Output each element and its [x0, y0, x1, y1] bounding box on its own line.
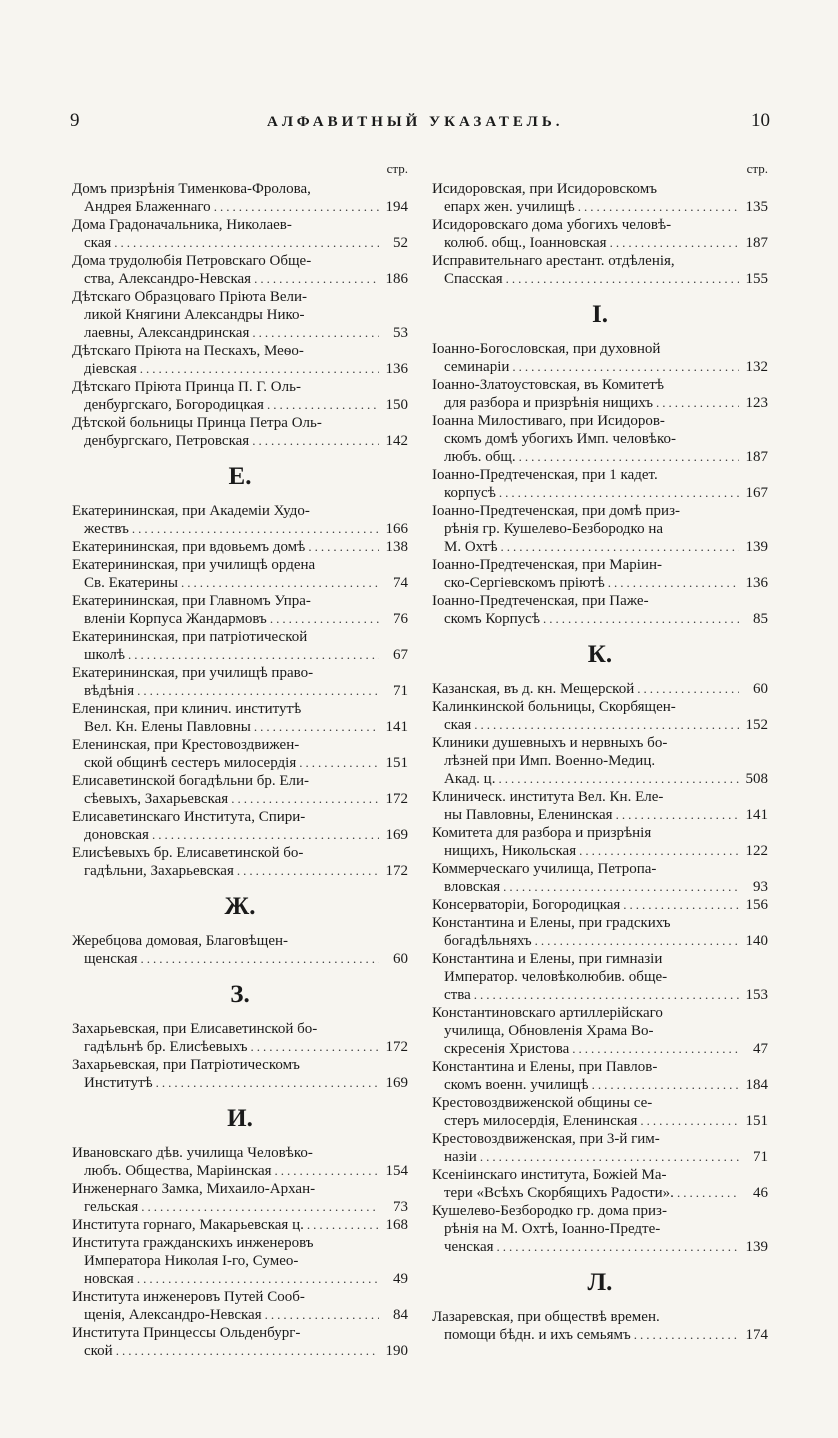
entry-text-line: Дѣтскаго Пріюта Принца П. Г. Оль-	[72, 379, 301, 395]
index-column-left	[72, 160, 408, 1360]
section-letter-heading: И.	[227, 1105, 253, 1132]
entry-text-line: Ксеніинскаго института, Божіей Ма-	[432, 1167, 667, 1183]
index-entry	[432, 502, 768, 556]
entry-text-line: для разбора и призрѣнія нищихъ	[444, 395, 653, 411]
entry-text-line: Казанская, въ д. кн. Мещерской	[432, 681, 635, 697]
index-entry	[432, 860, 768, 896]
entry-page-number: 141	[745, 807, 768, 823]
leader-dots	[132, 520, 379, 538]
entry-page-number: 155	[745, 271, 768, 287]
entry-text-line: скомъ военн. училищѣ	[444, 1077, 589, 1093]
leader-dots	[156, 1074, 379, 1092]
section-letter-heading: Ж.	[224, 893, 256, 920]
entry-page-number: 187	[745, 449, 768, 465]
entry-text-line: Дѣтскаго Образцоваго Пріюта Вели-	[72, 289, 307, 305]
index-entry	[432, 680, 768, 698]
entry-page-number: 151	[385, 755, 408, 771]
index-entry	[432, 252, 768, 288]
entry-text-line: тери «Всѣхъ Скорбящихъ Радости».	[444, 1185, 674, 1201]
leader-dots	[252, 432, 379, 450]
entry-text-line: любъ. Общества, Маріинская	[84, 1163, 272, 1179]
section-letter-heading: Е.	[228, 463, 252, 490]
entry-text-line: стеръ милосердія, Еленинская	[444, 1113, 638, 1129]
entry-text-line: Константина и Елены, при гимназіи	[432, 951, 663, 967]
entry-page-number: 67	[393, 647, 408, 663]
entry-text-line: Елисаветинской богадѣльни бр. Ели-	[72, 773, 310, 789]
entry-text-line: Акад. ц.	[444, 771, 496, 787]
entry-text-line: Исидоровскаго дома убогихъ человѣ-	[432, 217, 672, 233]
index-entry	[72, 538, 408, 556]
leader-dots	[265, 1306, 379, 1324]
index-entry	[72, 556, 408, 592]
index-entry	[72, 1180, 408, 1216]
entry-text-line: новская	[84, 1271, 134, 1287]
leader-dots	[254, 718, 379, 736]
leader-dots	[503, 878, 739, 896]
entry-page-number: 172	[385, 1039, 408, 1055]
entry-page-number: 47	[753, 1041, 768, 1057]
entry-page-number: 136	[385, 361, 408, 377]
entry-page-number: 49	[393, 1271, 408, 1287]
index-entry	[432, 592, 768, 628]
entry-text-line: Константиновскаго артиллерійскаго	[432, 1005, 663, 1021]
entry-page-number: 138	[385, 539, 408, 555]
entry-text-line: ская	[84, 235, 112, 251]
leader-dots	[181, 574, 379, 592]
entry-page-number: 136	[745, 575, 768, 591]
leader-dots	[474, 986, 739, 1004]
index-entry	[72, 628, 408, 664]
entry-text-line: Андрея Блаженнаго	[84, 199, 211, 215]
entry-text-line: Клиники душевныхъ и нервныхъ бо-	[432, 735, 668, 751]
leader-dots	[616, 806, 739, 824]
index-entry	[72, 288, 408, 342]
index-entry	[72, 700, 408, 736]
leader-dots	[497, 1238, 739, 1256]
index-entry	[72, 808, 408, 844]
entry-page-number: 156	[745, 897, 768, 913]
leader-dots	[543, 610, 739, 628]
entry-text-line: Іоанно-Предтеченская, при 1 кадет.	[432, 467, 658, 483]
index-entry	[432, 1004, 768, 1058]
index-entry	[432, 556, 768, 592]
entry-text-line: Ивановскаго дѣв. училища Человѣко-	[72, 1145, 313, 1161]
entry-page-number: 140	[745, 933, 768, 949]
entry-page-number: 174	[745, 1327, 768, 1343]
index-entry	[432, 914, 768, 950]
entry-page-number: 60	[753, 681, 768, 697]
entry-page-number: 84	[393, 1307, 408, 1323]
entry-text-line: Захарьевская, при Патріотическомъ	[72, 1057, 300, 1073]
entry-page-number: 187	[745, 235, 768, 251]
entry-text-line: лѣзней при Имп. Военно-Медиц.	[444, 753, 656, 769]
index-entry	[72, 180, 408, 216]
entry-page-number: 60	[393, 951, 408, 967]
entry-text-line: Екатерининская, при Главномъ Упра-	[72, 593, 311, 609]
entry-text-line: Император. человѣколюбив. обще-	[444, 969, 668, 985]
leader-dots	[572, 1040, 739, 1058]
index-entry	[432, 340, 768, 376]
index-entry	[72, 342, 408, 378]
entry-text-line: ства, Александро-Невская	[84, 271, 252, 287]
entry-text-line: сѣевыхъ, Захарьевская	[84, 791, 229, 807]
entry-text-line: гадѣльни, Захарьевская	[84, 863, 234, 879]
entry-page-number: 73	[393, 1199, 408, 1215]
entry-text-line: скомъ домѣ убогихъ Имп. человѣко-	[444, 431, 676, 447]
entry-text-line: ская	[444, 717, 472, 733]
entry-page-number: 508	[745, 771, 768, 787]
section-letter-heading: З.	[230, 981, 250, 1008]
entry-text-line: школѣ	[84, 647, 126, 663]
entry-text-line: ства	[444, 987, 471, 1003]
entry-page-number: 172	[385, 791, 408, 807]
entry-text-line: Дѣтской больницы Принца Петра Оль-	[72, 415, 322, 431]
leader-dots	[141, 1198, 379, 1216]
index-entry	[72, 772, 408, 808]
index-entry	[72, 1020, 408, 1056]
entry-text-line: гадѣльнѣ бр. Елисѣевыхъ	[84, 1039, 248, 1055]
entry-text-line: Консерваторіи, Богородицкая	[432, 897, 621, 913]
index-entry	[72, 378, 408, 414]
index-entry	[432, 1166, 768, 1202]
leader-dots	[656, 394, 739, 412]
leader-dots	[128, 646, 379, 664]
leader-dots	[480, 1148, 739, 1166]
index-entry	[72, 664, 408, 700]
entry-text-line: ской	[84, 1343, 113, 1359]
index-entry	[72, 216, 408, 252]
entry-text-line: богадѣльняхъ	[444, 933, 532, 949]
index-entry	[432, 698, 768, 734]
leader-dots	[275, 1162, 380, 1180]
leader-dots	[114, 234, 379, 252]
entry-text-line: рѣнія на М. Охтѣ, Іоанно-Предте-	[444, 1221, 661, 1237]
entry-text-line: ско-Сергіевскомъ пріютѣ	[444, 575, 605, 591]
leader-dots	[237, 862, 379, 880]
entry-text-line: Кушелево-Безбородко гр. дома приз-	[432, 1203, 667, 1219]
entry-page-number: 168	[385, 1217, 408, 1233]
index-entry	[432, 1202, 768, 1256]
entry-page-number: 123	[745, 395, 768, 411]
index-entry	[432, 412, 768, 466]
entry-page-number: 194	[385, 199, 408, 215]
index-entry	[432, 376, 768, 412]
leader-dots	[499, 484, 739, 502]
index-entry	[432, 1308, 768, 1344]
entry-page-number: 154	[385, 1163, 408, 1179]
entry-page-number: 71	[753, 1149, 768, 1165]
entry-page-number: 132	[745, 359, 768, 375]
entry-text-line: епарх жен. училищѣ	[444, 199, 575, 215]
entry-text-line: Инженернаго Замка, Михаило-Архан-	[72, 1181, 316, 1197]
leader-dots	[116, 1342, 379, 1360]
entry-page-number: 172	[385, 863, 408, 879]
leader-dots	[231, 790, 379, 808]
entry-page-number: 135	[745, 199, 768, 215]
leader-dots	[152, 826, 379, 844]
entry-page-number: 166	[385, 521, 408, 537]
entry-text-line: Елисаветинскаго Института, Спири-	[72, 809, 306, 825]
entry-text-line: Екатерининская, при патріотической	[72, 629, 308, 645]
leader-dots	[270, 610, 379, 628]
index-entry	[432, 1094, 768, 1130]
entry-text-line: денбургскаго, Петровская	[84, 433, 250, 449]
leader-dots	[137, 682, 379, 700]
entry-text-line: Іоанно-Предтеченская, при Маріин-	[432, 557, 662, 573]
index-entry	[72, 844, 408, 880]
leader-dots	[578, 198, 739, 216]
leader-dots	[137, 1270, 379, 1288]
leader-dots	[501, 538, 740, 556]
entry-page-number: 53	[393, 325, 408, 341]
entry-text-line: Екатерининская, при Академіи Худо-	[72, 503, 310, 519]
entry-text-line: Лазаревская, при обществѣ времен.	[432, 1309, 660, 1325]
entry-page-number: 46	[753, 1185, 768, 1201]
entry-text-line: Крестовоздвиженская, при 3-й гим-	[432, 1131, 660, 1147]
index-entry	[72, 592, 408, 628]
entry-text-line: Екатерининская, при вдовьемъ домѣ	[72, 539, 306, 555]
entry-text-line: Іоанно-Предтеченская, при Паже-	[432, 593, 649, 609]
entry-page-number: 122	[745, 843, 768, 859]
entry-text-line: Константина и Елены, при градскихъ	[432, 915, 671, 931]
section-letter-heading: К.	[587, 641, 613, 668]
entry-text-line: ской общинѣ сестеръ милосердія	[84, 755, 297, 771]
left-page-number: 9	[70, 110, 80, 131]
entry-text-line: вленіи Корпуса Жандармовъ	[84, 611, 267, 627]
entry-text-line: ликой Княгини Александры Нико-	[84, 307, 305, 323]
entry-text-line: Іоанна Милостиваго, при Исидоров-	[432, 413, 665, 429]
entry-page-number: 151	[745, 1113, 768, 1129]
right-page-number: 10	[750, 110, 770, 131]
index-entry	[432, 1130, 768, 1166]
index-entry	[432, 1058, 768, 1094]
entry-text-line: ченская	[444, 1239, 494, 1255]
leader-dots	[579, 842, 739, 860]
index-entry	[72, 932, 408, 968]
entry-text-line: рѣнія гр. Кушелево-Безбородко на	[444, 521, 664, 537]
entry-text-line: денбургскаго, Богородицкая	[84, 397, 264, 413]
index-entry	[72, 1216, 408, 1234]
entry-text-line: Дѣтскаго Пріюта на Пескахъ, Меѳо-	[72, 343, 304, 359]
page-column-label: стр.	[386, 161, 408, 176]
section-letter-heading: Л.	[587, 1269, 613, 1296]
entry-page-number: 169	[385, 827, 408, 843]
entry-page-number: 76	[393, 611, 408, 627]
entry-text-line: доновская	[84, 827, 149, 843]
entry-text-line: вѣдѣнія	[84, 683, 135, 699]
leader-dots	[498, 770, 739, 788]
leader-dots	[608, 574, 739, 592]
index-entry	[432, 734, 768, 788]
entry-text-line: лаевны, Александринская	[84, 325, 250, 341]
entry-text-line: Коммерческаго училища, Петропа-	[432, 861, 657, 877]
entry-text-line: Крестовоздвиженской общины се-	[432, 1095, 653, 1111]
entry-text-line: Дома Градоначальника, Николаев-	[72, 217, 292, 233]
index-entry	[432, 950, 768, 1004]
leader-dots	[677, 1184, 739, 1202]
entry-text-line: семинаріи	[444, 359, 510, 375]
index-entry	[432, 788, 768, 824]
entry-text-line: діевская	[84, 361, 137, 377]
entry-text-line: Клиническ. института Вел. Кн. Еле-	[432, 789, 664, 805]
entry-text-line: Института гражданскихъ инженеровъ	[72, 1235, 314, 1251]
index-entry	[432, 896, 768, 914]
running-title: АЛФАВИТНЫЙ УКАЗАТЕЛЬ.	[266, 114, 564, 130]
entry-page-number: 141	[385, 719, 408, 735]
entry-text-line: Елисѣевыхъ бр. Елисаветинской бо-	[72, 845, 304, 861]
entry-text-line: Жеребцова домовая, Благовѣщен-	[72, 933, 289, 949]
index-column-right	[432, 160, 768, 1344]
entry-page-number: 52	[393, 235, 408, 251]
entry-text-line: Вел. Кн. Елены Павловны	[84, 719, 251, 735]
entry-text-line: Іоанно-Златоустовская, въ Комитетѣ	[432, 377, 664, 393]
leader-dots	[512, 358, 739, 376]
index-entry	[72, 1234, 408, 1288]
entry-text-line: скресенія Христова	[444, 1041, 570, 1057]
entry-page-number: 152	[745, 717, 768, 733]
index-entry	[72, 502, 408, 538]
leader-dots	[307, 1216, 379, 1234]
index-entry	[72, 1056, 408, 1092]
entry-text-line: Еленинская, при клинич. институтѣ	[72, 701, 302, 717]
leader-dots	[592, 1076, 739, 1094]
index-entry	[432, 216, 768, 252]
entry-text-line: Іоанно-Богословская, при духовной	[432, 341, 661, 357]
entry-text-line: Калинкинской больницы, Скорбящен-	[432, 699, 676, 715]
entry-text-line: жествъ	[84, 521, 129, 537]
section-letter-heading: І.	[592, 301, 608, 328]
entry-text-line: любъ. общ.	[444, 449, 516, 465]
entry-text-line: Института горнаго, Макарьевская ц.	[72, 1217, 304, 1233]
entry-text-line: Св. Екатерины	[84, 575, 178, 591]
entry-page-number: 186	[385, 271, 408, 287]
entry-text-line: скомъ Корпусѣ	[444, 611, 540, 627]
leader-dots	[140, 360, 379, 378]
entry-text-line: Института Принцессы Ольденбург-	[72, 1325, 301, 1341]
index-entry	[72, 1288, 408, 1324]
entry-text-line: корпусѣ	[444, 485, 496, 501]
entry-text-line: Исправительнаго арестант. отдѣленія,	[432, 253, 675, 269]
leader-dots	[254, 270, 379, 288]
entry-page-number: 93	[753, 879, 768, 895]
entry-text-line: щенская	[84, 951, 138, 967]
entry-text-line: ны Павловны, Еленинская	[444, 807, 613, 823]
entry-text-line: щенія, Александро-Невская	[84, 1307, 262, 1323]
index-entry	[432, 824, 768, 860]
leader-dots	[506, 270, 739, 288]
leader-dots	[299, 754, 379, 772]
entry-text-line: Екатерининская, при училищѣ право-	[72, 665, 314, 681]
entry-text-line: помощи бѣдн. и ихъ семьямъ	[444, 1327, 631, 1343]
entry-text-line: вловская	[444, 879, 501, 895]
entry-page-number: 184	[745, 1077, 768, 1093]
entry-text-line: гельская	[84, 1199, 139, 1215]
leader-dots	[141, 950, 379, 968]
entry-text-line: Исидоровская, при Исидоровскомъ	[432, 181, 658, 197]
entry-text-line: назіи	[444, 1149, 477, 1165]
entry-text-line: Домъ призрѣнія Тименкова-Фролова,	[72, 181, 311, 197]
leader-dots	[308, 538, 379, 556]
leader-dots	[634, 1326, 739, 1344]
entry-page-number: 150	[385, 397, 408, 413]
leader-dots	[214, 198, 379, 216]
entry-text-line: Екатерининская, при училищѣ ордена	[72, 557, 316, 573]
leader-dots	[267, 396, 379, 414]
index-entry	[72, 1144, 408, 1180]
leader-dots	[250, 1038, 379, 1056]
entry-text-line: Еленинская, при Крестовоздвижен-	[72, 737, 300, 753]
entry-page-number: 167	[745, 485, 768, 501]
entry-text-line: Захарьевская, при Елисаветинской бо-	[72, 1021, 318, 1037]
leader-dots	[623, 896, 739, 914]
entry-text-line: Іоанно-Предтеченская, при домѣ приз-	[432, 503, 680, 519]
entry-page-number: 142	[385, 433, 408, 449]
index-entry	[432, 466, 768, 502]
entry-text-line: Комитета для разбора и призрѣнія	[432, 825, 652, 841]
leader-dots	[519, 448, 739, 466]
index-entry	[72, 736, 408, 772]
leader-dots	[637, 680, 739, 698]
leader-dots	[610, 234, 739, 252]
page-header	[70, 110, 770, 138]
index-entry	[72, 414, 408, 450]
entry-text-line: колюб. общ., Іоанновская	[444, 235, 607, 251]
entry-page-number: 74	[393, 575, 408, 591]
entry-text-line: Институтѣ	[84, 1075, 153, 1091]
entry-page-number: 71	[393, 683, 408, 699]
entry-text-line: М. Охтѣ	[444, 539, 498, 555]
entry-text-line: Императора Николая I-го, Сумео-	[84, 1253, 299, 1269]
entry-text-line: Константина и Елены, при Павлов-	[432, 1059, 658, 1075]
leader-dots	[640, 1112, 739, 1130]
entry-text-line: Дома трудолюбія Петровскаго Обще-	[72, 253, 312, 269]
entry-page-number: 139	[745, 539, 768, 555]
entry-text-line: училища, Обновленія Храма Во-	[444, 1023, 654, 1039]
index-entry	[432, 180, 768, 216]
entry-page-number: 153	[745, 987, 768, 1003]
entry-text-line: Института инженеровъ Путей Сооб-	[72, 1289, 305, 1305]
index-entry	[72, 252, 408, 288]
entry-page-number: 85	[753, 611, 768, 627]
leader-dots	[535, 932, 739, 950]
entry-page-number: 169	[385, 1075, 408, 1091]
entry-text-line: Спасская	[444, 271, 503, 287]
leader-dots	[252, 324, 379, 342]
index-entry	[72, 1324, 408, 1360]
entry-page-number: 139	[745, 1239, 768, 1255]
page-column-label: стр.	[746, 161, 768, 176]
entry-text-line: нищихъ, Никольская	[444, 843, 577, 859]
entry-page-number: 190	[385, 1343, 408, 1359]
leader-dots	[474, 716, 739, 734]
